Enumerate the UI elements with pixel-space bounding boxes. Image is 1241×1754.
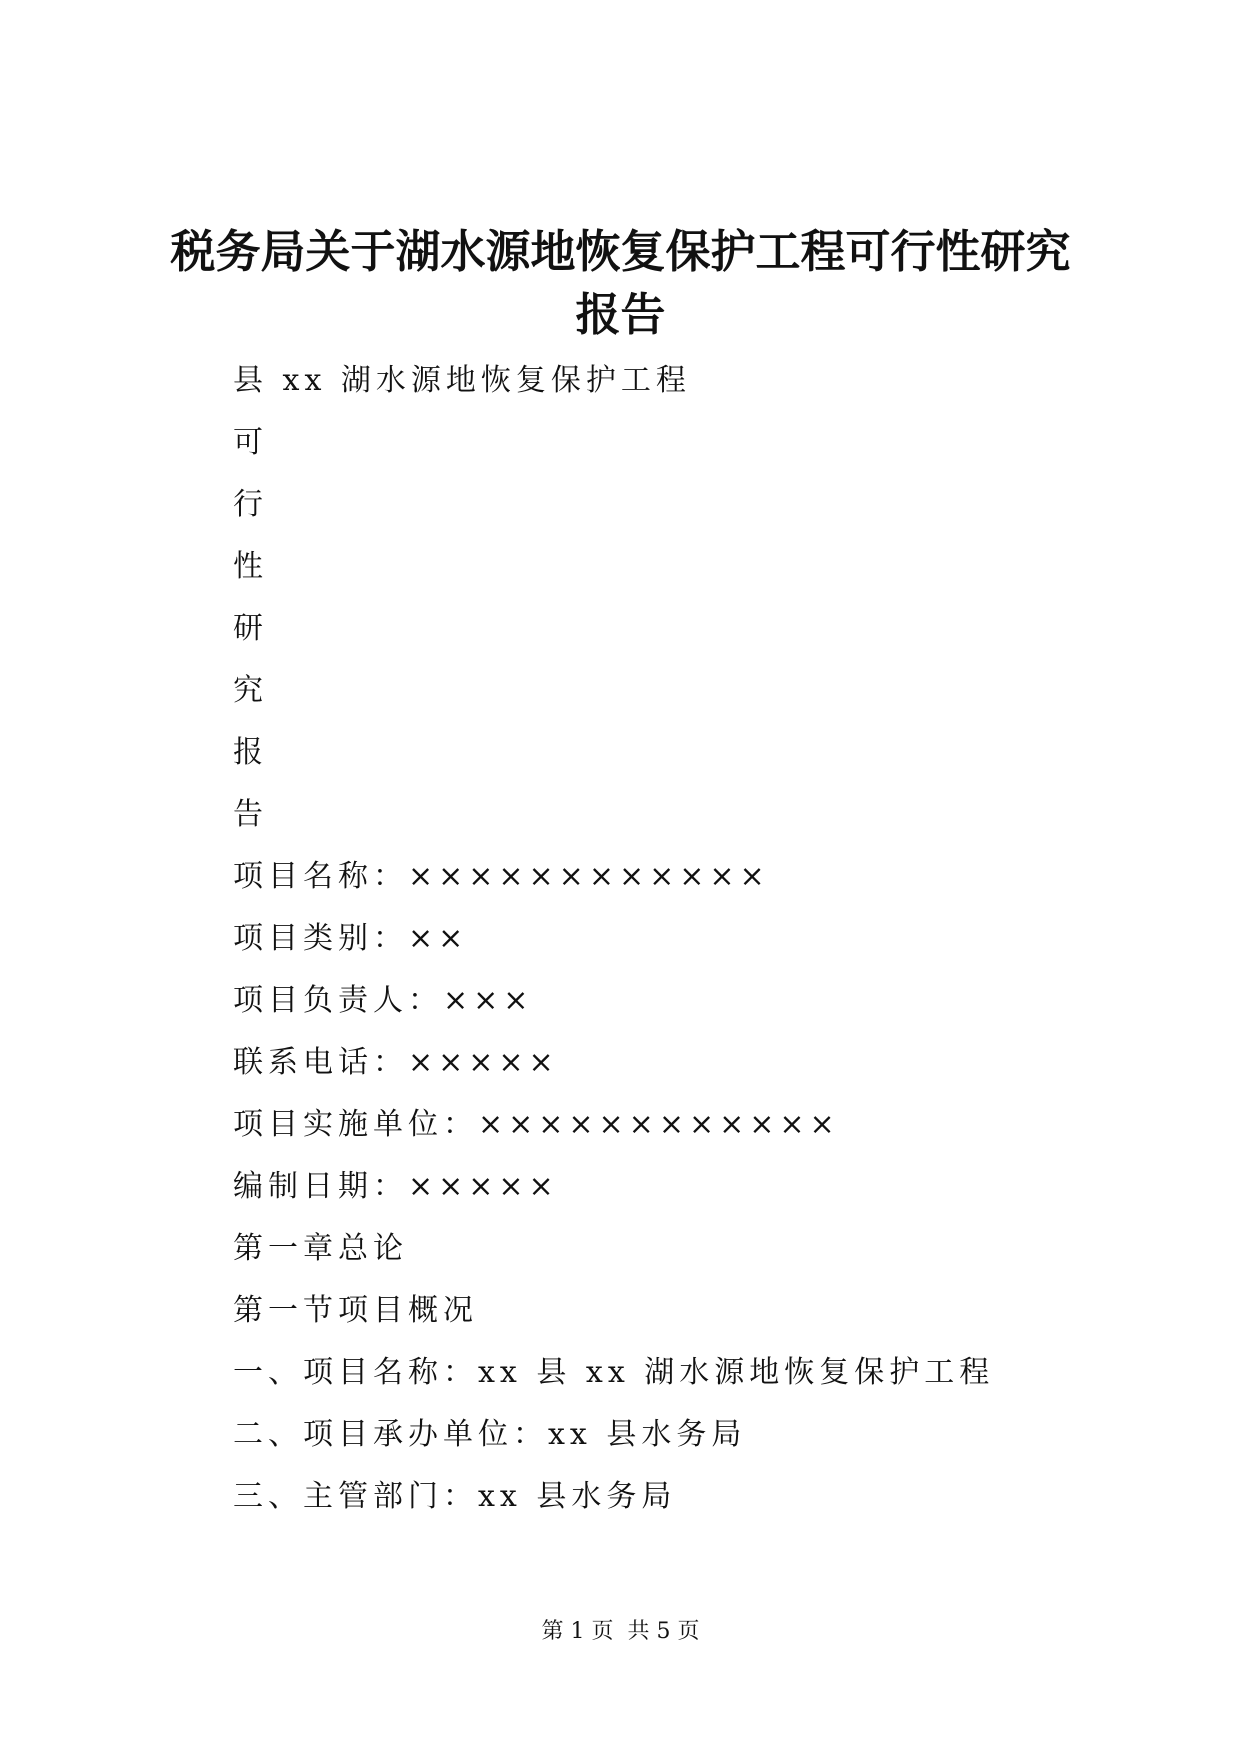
vertical-char-xing2: 性 bbox=[233, 549, 268, 584]
vertical-char-xing: 行 bbox=[233, 487, 268, 522]
vertical-char-ke: 可 bbox=[233, 425, 268, 460]
vertical-char-bao: 报 bbox=[233, 735, 268, 770]
page-number-total: 共 5 页 bbox=[627, 1619, 700, 1644]
field-contact-phone: 联系电话：××××× bbox=[233, 1045, 559, 1080]
field-project-leader: 项目负责人：××× bbox=[233, 983, 534, 1018]
vertical-char-gao: 告 bbox=[233, 797, 268, 832]
field-implementing-unit: 项目实施单位：×××××××××××× bbox=[233, 1107, 840, 1142]
section-heading: 第一节项目概况 bbox=[233, 1293, 478, 1328]
field-project-category: 项目类别：×× bbox=[233, 921, 469, 956]
item-competent-department: 三、主管部门：xx 县水务局 bbox=[233, 1479, 677, 1514]
vertical-char-jiu: 究 bbox=[233, 673, 268, 708]
item-undertaking-unit: 二、项目承办单位：xx 县水务局 bbox=[233, 1417, 747, 1452]
field-project-name: 项目名称：×××××××××××× bbox=[233, 859, 770, 894]
project-name-line: 县 xx 湖水源地恢复保护工程 bbox=[233, 363, 691, 398]
item-project-name: 一、项目名称：xx 县 xx 湖水源地恢复保护工程 bbox=[233, 1355, 995, 1390]
chapter-heading: 第一章总论 bbox=[233, 1231, 408, 1266]
field-compile-date: 编制日期：××××× bbox=[233, 1169, 559, 1204]
document-title-line-1: 税务局关于湖水源地恢复保护工程可行性研究 bbox=[170, 225, 1071, 278]
page-number-current: 第 1 页 bbox=[541, 1619, 614, 1644]
page-footer bbox=[0, 1618, 1241, 1646]
document-title-line-2: 报告 bbox=[575, 288, 666, 341]
vertical-char-yan: 研 bbox=[233, 611, 268, 646]
